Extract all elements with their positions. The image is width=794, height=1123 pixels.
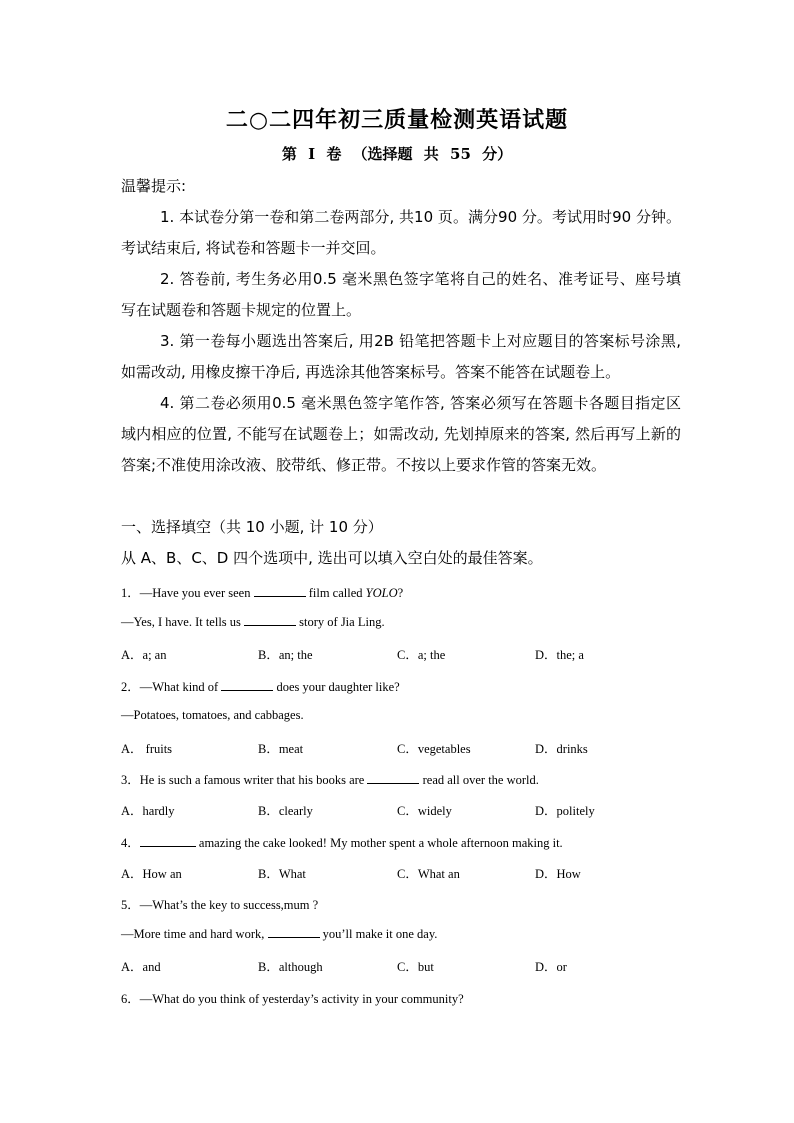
question-3-stem <box>121 770 721 788</box>
answer-blank <box>221 679 273 691</box>
option-d[interactable]: D．the; a <box>535 648 584 662</box>
question-2-text-b: does your daughter like? <box>273 680 400 694</box>
question-1-text-d: ? <box>397 586 404 600</box>
option-d[interactable]: D．or <box>535 960 567 974</box>
option-d[interactable]: D．drinks <box>535 742 588 756</box>
section-heading: 一、选择填空（共 10 小题, 计 10 分） <box>121 518 383 536</box>
option-d[interactable]: D．politely <box>535 804 595 818</box>
question-4-text-b: amazing the cake looked! My mother spent a whole afternoon making it. <box>195 836 563 850</box>
answer-blank <box>244 614 296 626</box>
question-1-reply-a: —Yes, I have. It tells us <box>121 615 245 629</box>
option-c[interactable]: C．vegetables <box>397 742 471 756</box>
answer-blank <box>254 585 306 597</box>
tips-heading: 温馨提示: <box>121 177 187 195</box>
option-b[interactable]: B．an; the <box>258 648 313 662</box>
tip-paragraph-3: 3. 第一卷每小题选出答案后, 用2B 铅笔把答题卡上对应题目的答案标号涂黑,如需改动, 用橡皮擦干净后, 再选涂其他答案标号。答案不能答在试题卷上。 <box>121 332 681 381</box>
option-c[interactable]: C．What an <box>397 867 460 881</box>
question-4-text-a: 4． <box>121 836 140 850</box>
question-3-text-b: read all over the world. <box>419 773 539 787</box>
question-5-reply-a: —More time and hard work, <box>121 927 268 941</box>
question-1-reply <box>121 614 721 630</box>
question-1-reply-b: story of Jia Ling. <box>296 615 385 629</box>
option-d[interactable]: D．How <box>535 867 581 881</box>
option-c[interactable]: C．a; the <box>397 648 446 662</box>
tip-paragraph-4: 4. 第二卷必须用0.5 毫米黑色签字笔作答, 答案必须写在答题卡各题目指定区域内相应的位置, 不能写在试题卷上；如需改动, 先划掉原来的答案, 然后再写上新的答案;不准使用涂改液、胶带纸、修正带。不按以上要求作管的答案无效。 <box>121 394 681 474</box>
question-5-reply <box>121 926 721 942</box>
answer-blank <box>268 926 320 938</box>
question-5-reply-b: you’ll make it one day. <box>319 927 438 941</box>
tip-paragraph-1: 1. 本试卷分第一卷和第二卷两部分, 共10 页。满分90 分。考试用时90 分钟。考试结束后, 将试卷和答题卡一并交回。 <box>121 208 681 257</box>
option-a[interactable]: A．and <box>121 960 161 974</box>
question-6-stem: 6．—What do you think of yesterday’s activity in your community? <box>121 992 464 1006</box>
question-2-text-a: 2．—What kind of <box>121 680 222 694</box>
question-1-film-title: YOLO <box>365 586 398 600</box>
option-c[interactable]: C．but <box>397 960 434 974</box>
option-b[interactable]: B．although <box>258 960 323 974</box>
question-5-stem: 5．—What’s the key to success,mum ? <box>121 898 319 912</box>
question-1-stem <box>121 583 721 601</box>
question-4-stem <box>121 833 721 851</box>
answer-blank <box>367 772 419 784</box>
option-b[interactable]: B．What <box>258 867 306 881</box>
option-a[interactable]: A．How an <box>121 867 182 881</box>
option-a[interactable]: A．a; an <box>121 648 167 662</box>
section-instruction: 从 A、B、C、D 四个选项中, 选出可以填入空白处的最佳答案。 <box>121 549 543 567</box>
question-2-stem <box>121 677 721 695</box>
option-b[interactable]: B．meat <box>258 742 304 756</box>
answer-blank <box>140 835 196 847</box>
exam-title: 二○二四年初三质量检测英语试题 <box>225 107 569 133</box>
option-a[interactable]: A． fruits <box>121 742 173 756</box>
tip-paragraph-2: 2. 答卷前, 考生务必用0.5 毫米黑色签字笔将自己的姓名、准考证号、座号填写在试题卷和答题卡规定的位置上。 <box>121 270 681 319</box>
question-3-text-a: 3．He is such a famous writer that his books are <box>121 773 368 787</box>
question-1-text-b: film called <box>305 586 366 600</box>
question-1-text-a: 1．—Have you ever seen <box>121 586 254 600</box>
question-2-reply: —Potatoes, tomatoes, and cabbages. <box>121 708 304 722</box>
option-b[interactable]: B．clearly <box>258 804 313 818</box>
exam-subtitle: 第 I 卷 （选择题 共 55 分） <box>281 145 513 163</box>
option-a[interactable]: A．hardly <box>121 804 175 818</box>
option-c[interactable]: C．widely <box>397 804 452 818</box>
